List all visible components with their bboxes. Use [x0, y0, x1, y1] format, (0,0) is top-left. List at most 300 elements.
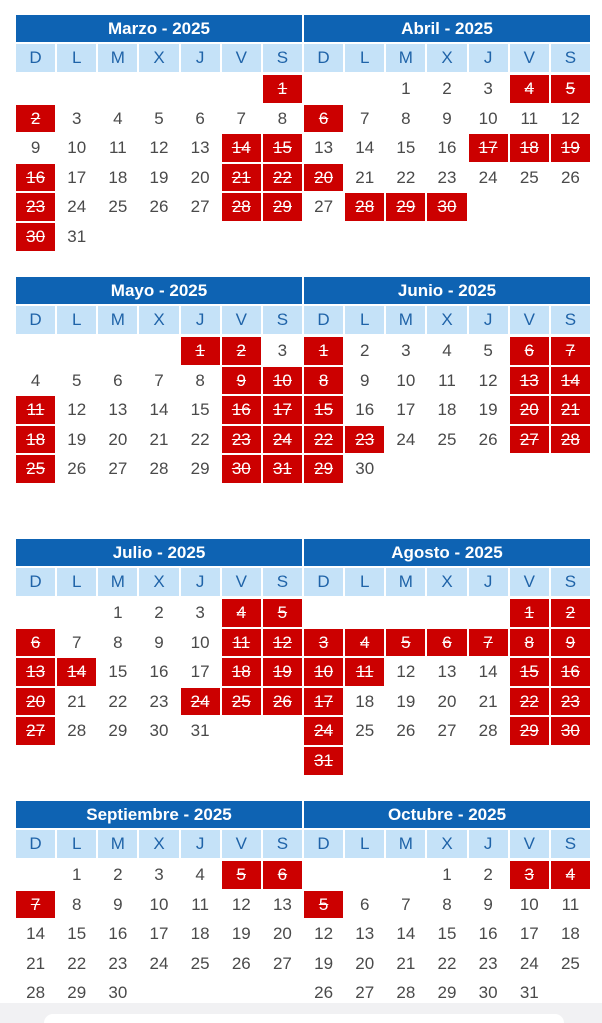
- weekday-label: D: [16, 44, 55, 72]
- weekday-label: M: [98, 830, 137, 858]
- holiday-day-cell: 6: [263, 861, 302, 889]
- weekday-label: S: [263, 568, 302, 596]
- empty-day-cell: [57, 75, 96, 103]
- holiday-day-cell: 29: [304, 455, 343, 483]
- holiday-day-cell: 5: [222, 861, 261, 889]
- day-cell: 8: [71, 894, 82, 914]
- holiday-day-cell: 7: [551, 337, 590, 365]
- weekday-row: [16, 44, 302, 72]
- day-cell: 16: [437, 138, 457, 158]
- empty-day-cell: [98, 337, 137, 365]
- weekday-label: L: [57, 830, 96, 858]
- holiday-day-cell: 13: [16, 658, 55, 686]
- day-cell: 12: [560, 108, 580, 128]
- weekday-label: V: [510, 830, 549, 858]
- day-cell: 2: [113, 865, 123, 884]
- holiday-day-cell: 11: [222, 629, 261, 657]
- day-cell: 1: [442, 865, 452, 884]
- holiday-day-cell: 22: [510, 688, 549, 716]
- month-june: [304, 277, 590, 483]
- day-cell: 28: [478, 721, 498, 741]
- day-cell: 24: [149, 953, 169, 973]
- holiday-day-cell: 30: [16, 223, 55, 251]
- holiday-day-cell: 23: [222, 426, 261, 454]
- holiday-day-cell: 8: [510, 629, 549, 657]
- holiday-day-cell: 1: [304, 337, 343, 365]
- holiday-day-cell: 5: [386, 629, 425, 657]
- holiday-day-cell: 5: [304, 891, 343, 919]
- day-cell: 27: [314, 197, 334, 217]
- month-october: [304, 801, 590, 1007]
- holiday-day-cell: 25: [222, 688, 261, 716]
- day-cell: 10: [149, 894, 169, 914]
- weekday-label: V: [510, 44, 549, 72]
- holiday-day-cell: 20: [510, 396, 549, 424]
- holiday-day-cell: 21: [222, 164, 261, 192]
- month-august: [304, 539, 590, 775]
- day-cell: 3: [154, 865, 164, 884]
- day-cell: 9: [113, 894, 123, 914]
- day-cell: 20: [272, 924, 292, 944]
- day-cell: 18: [560, 924, 580, 944]
- weekday-label: V: [222, 44, 261, 72]
- day-cell: 18: [108, 167, 128, 187]
- day-cell: 14: [26, 924, 46, 944]
- day-cell: 21: [67, 691, 87, 711]
- weekday-row: [16, 568, 302, 596]
- day-cell: 16: [108, 924, 128, 944]
- weekday-label: D: [304, 44, 343, 72]
- day-cell: 27: [272, 953, 292, 973]
- holiday-day-cell: 6: [304, 105, 343, 133]
- empty-day-cell: [345, 599, 384, 627]
- day-cell: 14: [149, 400, 169, 420]
- weekday-label: V: [222, 306, 261, 334]
- day-cell: 25: [108, 197, 128, 217]
- weekday-label: S: [551, 568, 590, 596]
- holiday-day-cell: 3: [510, 861, 549, 889]
- day-cell: 14: [478, 662, 498, 682]
- day-cell: 11: [438, 370, 456, 390]
- day-cell: 21: [396, 953, 416, 973]
- empty-day-cell: [57, 337, 96, 365]
- weekday-label: L: [57, 44, 96, 72]
- weekday-row: [304, 44, 590, 72]
- day-cell: 19: [231, 924, 251, 944]
- day-cell: 23: [478, 953, 498, 973]
- day-cell: 3: [71, 108, 82, 128]
- day-cell: 13: [190, 138, 210, 158]
- weekday-label: D: [16, 830, 55, 858]
- day-cell: 12: [396, 662, 416, 682]
- day-cell: 22: [190, 429, 210, 449]
- weekday-label: M: [386, 830, 425, 858]
- day-cell: 13: [108, 400, 128, 420]
- day-cell: 22: [396, 167, 416, 187]
- holiday-day-cell: 14: [57, 658, 96, 686]
- holiday-day-cell: 18: [16, 426, 55, 454]
- weekday-label: J: [469, 44, 508, 72]
- day-cell: 12: [67, 400, 87, 420]
- holiday-day-cell: 24: [181, 688, 220, 716]
- holiday-day-cell: 18: [510, 134, 549, 162]
- day-cell: 27: [108, 459, 128, 479]
- holiday-day-cell: 17: [304, 688, 343, 716]
- day-cell: 17: [396, 400, 416, 420]
- weekday-row: [304, 830, 590, 858]
- day-cell: 13: [355, 924, 375, 944]
- empty-day-cell: [16, 599, 55, 627]
- day-grid: [304, 337, 590, 483]
- holiday-day-cell: 13: [510, 367, 549, 395]
- holiday-day-cell: 15: [304, 396, 343, 424]
- empty-day-cell: [386, 599, 425, 627]
- weekday-label: J: [181, 44, 220, 72]
- weekday-label: D: [304, 830, 343, 858]
- day-cell: 4: [442, 341, 452, 360]
- empty-day-cell: [386, 861, 425, 889]
- weekday-label: J: [181, 306, 220, 334]
- weekday-label: D: [16, 568, 55, 596]
- day-cell: 23: [149, 691, 169, 711]
- weekday-label: S: [551, 44, 590, 72]
- weekday-label: D: [304, 568, 343, 596]
- day-cell: 9: [359, 370, 370, 390]
- weekday-label: J: [469, 830, 508, 858]
- day-cell: 9: [154, 632, 164, 652]
- day-cell: 21: [149, 429, 169, 449]
- day-cell: 13: [272, 894, 292, 914]
- day-grid: [304, 599, 590, 775]
- day-cell: 30: [355, 459, 375, 479]
- holiday-day-cell: 18: [222, 658, 261, 686]
- day-cell: 16: [478, 924, 498, 944]
- holiday-day-cell: 21: [551, 396, 590, 424]
- day-cell: 25: [190, 953, 210, 973]
- holiday-day-cell: 30: [427, 193, 466, 221]
- day-cell: 15: [67, 924, 87, 944]
- day-cell: 17: [190, 662, 210, 682]
- weekday-label: V: [510, 568, 549, 596]
- day-cell: 19: [149, 167, 169, 187]
- weekday-label: L: [345, 306, 384, 334]
- month-title: Agosto - 2025: [304, 539, 590, 566]
- day-cell: 13: [437, 662, 457, 682]
- day-cell: 28: [26, 983, 46, 1003]
- day-cell: 3: [277, 341, 288, 360]
- day-cell: 20: [437, 691, 457, 711]
- holiday-day-cell: 15: [263, 134, 302, 162]
- day-cell: 14: [355, 138, 375, 158]
- month-march: [16, 15, 302, 251]
- holiday-day-cell: 17: [263, 396, 302, 424]
- holiday-day-cell: 15: [510, 658, 549, 686]
- weekday-label: X: [139, 44, 178, 72]
- day-cell: 11: [109, 138, 127, 158]
- weekday-label: L: [345, 568, 384, 596]
- day-cell: 23: [437, 167, 457, 187]
- holiday-day-cell: 19: [263, 658, 302, 686]
- holiday-day-cell: 2: [16, 105, 55, 133]
- holiday-day-cell: 22: [263, 164, 302, 192]
- day-cell: 20: [355, 953, 375, 973]
- day-cell: 25: [437, 429, 457, 449]
- day-cell: 15: [437, 924, 457, 944]
- empty-day-cell: [16, 75, 55, 103]
- weekday-label: J: [181, 830, 220, 858]
- day-cell: 2: [442, 79, 452, 98]
- month-title: Abril - 2025: [304, 15, 590, 42]
- day-cell: 10: [190, 632, 210, 652]
- day-cell: 2: [154, 603, 164, 622]
- weekday-row: [16, 830, 302, 858]
- holiday-day-cell: 1: [510, 599, 549, 627]
- day-cell: 8: [277, 108, 288, 128]
- empty-day-cell: [304, 599, 343, 627]
- weekday-label: X: [139, 830, 178, 858]
- day-cell: 8: [442, 894, 452, 914]
- holiday-day-cell: 23: [345, 426, 384, 454]
- day-cell: 26: [231, 953, 251, 973]
- holiday-day-cell: 10: [263, 367, 302, 395]
- holiday-day-cell: 22: [304, 426, 343, 454]
- holiday-day-cell: 2: [551, 599, 590, 627]
- day-cell: 17: [519, 924, 539, 944]
- weekday-label: X: [427, 568, 466, 596]
- holiday-day-cell: 12: [263, 629, 302, 657]
- day-grid: [16, 337, 302, 483]
- weekday-label: M: [98, 306, 137, 334]
- day-cell: 1: [71, 865, 82, 884]
- empty-day-cell: [345, 75, 384, 103]
- holiday-day-cell: 20: [16, 688, 55, 716]
- weekday-label: V: [510, 306, 549, 334]
- day-cell: 26: [149, 197, 169, 217]
- day-cell: 28: [67, 721, 87, 741]
- empty-day-cell: [304, 861, 343, 889]
- day-cell: 26: [396, 721, 416, 741]
- weekday-label: M: [98, 44, 137, 72]
- month-title: Mayo - 2025: [16, 277, 302, 304]
- day-cell: 3: [401, 341, 411, 360]
- weekday-label: S: [551, 306, 590, 334]
- holiday-day-cell: 31: [304, 747, 343, 775]
- day-cell: 3: [195, 603, 205, 622]
- day-cell: 24: [519, 953, 539, 973]
- holiday-day-cell: 27: [510, 426, 549, 454]
- day-cell: 10: [478, 108, 498, 128]
- holiday-day-cell: 7: [16, 891, 55, 919]
- holiday-day-cell: 30: [222, 455, 261, 483]
- holiday-day-cell: 24: [304, 717, 343, 745]
- day-cell: 4: [113, 108, 123, 128]
- weekday-label: X: [139, 306, 178, 334]
- day-cell: 25: [355, 721, 375, 741]
- day-cell: 6: [359, 894, 370, 914]
- holiday-day-cell: 10: [304, 658, 343, 686]
- day-grid: [304, 861, 590, 1007]
- holiday-day-cell: 19: [551, 134, 590, 162]
- day-cell: 22: [108, 691, 128, 711]
- day-cell: 24: [396, 429, 416, 449]
- day-cell: 19: [478, 400, 498, 420]
- weekday-row: [304, 306, 590, 334]
- weekday-label: M: [386, 44, 425, 72]
- empty-day-cell: [139, 337, 178, 365]
- holiday-day-cell: 29: [263, 193, 302, 221]
- day-grid: [16, 75, 302, 251]
- day-cell: 12: [478, 370, 498, 390]
- day-grid: [304, 75, 590, 221]
- holiday-day-cell: 23: [551, 688, 590, 716]
- weekday-label: X: [139, 568, 178, 596]
- day-cell: 3: [483, 79, 493, 98]
- day-cell: 18: [190, 924, 210, 944]
- day-cell: 5: [154, 108, 164, 128]
- holiday-day-cell: 25: [16, 455, 55, 483]
- day-cell: 26: [67, 459, 87, 479]
- holiday-day-cell: 14: [551, 367, 590, 395]
- day-cell: 27: [355, 983, 375, 1003]
- holiday-day-cell: 6: [427, 629, 466, 657]
- holiday-day-cell: 29: [386, 193, 425, 221]
- empty-day-cell: [16, 337, 55, 365]
- day-cell: 12: [149, 138, 169, 158]
- day-cell: 31: [519, 983, 539, 1003]
- weekday-label: J: [469, 568, 508, 596]
- day-cell: 21: [355, 167, 375, 187]
- day-cell: 30: [478, 983, 498, 1003]
- day-cell: 12: [314, 924, 334, 944]
- day-cell: 8: [113, 632, 123, 652]
- day-cell: 22: [437, 953, 457, 973]
- weekday-label: S: [263, 830, 302, 858]
- day-cell: 7: [401, 894, 411, 914]
- holiday-day-cell: 6: [16, 629, 55, 657]
- weekday-label: J: [469, 306, 508, 334]
- empty-day-cell: [304, 75, 343, 103]
- day-cell: 29: [67, 983, 87, 1003]
- day-cell: 18: [437, 400, 457, 420]
- holiday-day-cell: 24: [263, 426, 302, 454]
- day-cell: 17: [149, 924, 169, 944]
- holiday-day-cell: 9: [551, 629, 590, 657]
- weekday-label: X: [427, 306, 466, 334]
- day-cell: 29: [190, 459, 210, 479]
- holiday-day-cell: 1: [181, 337, 220, 365]
- day-cell: 11: [520, 108, 539, 128]
- day-cell: 19: [67, 429, 87, 449]
- day-cell: 20: [108, 429, 128, 449]
- day-cell: 6: [195, 108, 205, 128]
- holiday-day-cell: 16: [16, 164, 55, 192]
- weekday-label: V: [222, 568, 261, 596]
- day-cell: 19: [396, 691, 416, 711]
- day-cell: 1: [113, 603, 123, 622]
- day-cell: 26: [314, 983, 334, 1003]
- day-cell: 28: [396, 983, 416, 1003]
- day-cell: 21: [26, 953, 46, 973]
- day-cell: 5: [483, 341, 493, 360]
- day-cell: 16: [149, 662, 169, 682]
- day-cell: 27: [437, 721, 457, 741]
- weekday-label: S: [263, 306, 302, 334]
- day-cell: 28: [149, 459, 169, 479]
- empty-day-cell: [139, 75, 178, 103]
- empty-day-cell: [345, 861, 384, 889]
- empty-day-cell: [57, 599, 96, 627]
- holiday-day-cell: 3: [304, 629, 343, 657]
- day-grid: [16, 861, 302, 1007]
- holiday-day-cell: 6: [510, 337, 549, 365]
- day-cell: 15: [108, 662, 128, 682]
- day-cell: 5: [71, 370, 82, 390]
- weekday-label: V: [222, 830, 261, 858]
- month-april: [304, 15, 590, 221]
- holiday-day-cell: 5: [551, 75, 590, 103]
- day-cell: 11: [561, 894, 580, 914]
- weekday-label: L: [57, 568, 96, 596]
- day-grid: [16, 599, 302, 745]
- weekday-label: M: [386, 568, 425, 596]
- day-cell: 10: [396, 370, 416, 390]
- day-cell: 15: [190, 400, 210, 420]
- day-cell: 8: [401, 108, 411, 128]
- day-cell: 29: [108, 721, 128, 741]
- weekday-label: M: [386, 306, 425, 334]
- holiday-day-cell: 16: [551, 658, 590, 686]
- weekday-label: S: [263, 44, 302, 72]
- weekday-label: D: [304, 306, 343, 334]
- url-bar[interactable]: [44, 1014, 564, 1023]
- day-cell: 1: [401, 79, 411, 98]
- day-cell: 18: [355, 691, 375, 711]
- empty-day-cell: [427, 599, 466, 627]
- day-cell: 10: [519, 894, 539, 914]
- weekday-row: [16, 306, 302, 334]
- holiday-day-cell: 14: [222, 134, 261, 162]
- month-july: [16, 539, 302, 745]
- day-cell: 22: [67, 953, 87, 973]
- day-cell: 4: [30, 370, 41, 390]
- weekday-label: S: [551, 830, 590, 858]
- month-title: Marzo - 2025: [16, 15, 302, 42]
- holiday-day-cell: 4: [510, 75, 549, 103]
- day-cell: 7: [154, 370, 164, 390]
- day-cell: 31: [67, 226, 87, 246]
- weekday-label: M: [98, 568, 137, 596]
- empty-day-cell: [16, 861, 55, 889]
- holiday-day-cell: 8: [304, 367, 343, 395]
- day-cell: 26: [478, 429, 498, 449]
- day-cell: 6: [113, 370, 123, 390]
- weekday-label: J: [181, 568, 220, 596]
- day-cell: 24: [478, 167, 498, 187]
- day-cell: 24: [67, 197, 87, 217]
- day-cell: 17: [67, 167, 87, 187]
- month-title: Octubre - 2025: [304, 801, 590, 828]
- holiday-day-cell: 2: [222, 337, 261, 365]
- weekday-label: L: [57, 306, 96, 334]
- month-title: Septiembre - 2025: [16, 801, 302, 828]
- day-cell: 31: [190, 721, 210, 741]
- day-cell: 14: [396, 924, 416, 944]
- weekday-label: L: [345, 44, 384, 72]
- month-title: Junio - 2025: [304, 277, 590, 304]
- weekday-row: [304, 568, 590, 596]
- holiday-day-cell: 11: [345, 658, 384, 686]
- day-cell: 13: [314, 138, 334, 158]
